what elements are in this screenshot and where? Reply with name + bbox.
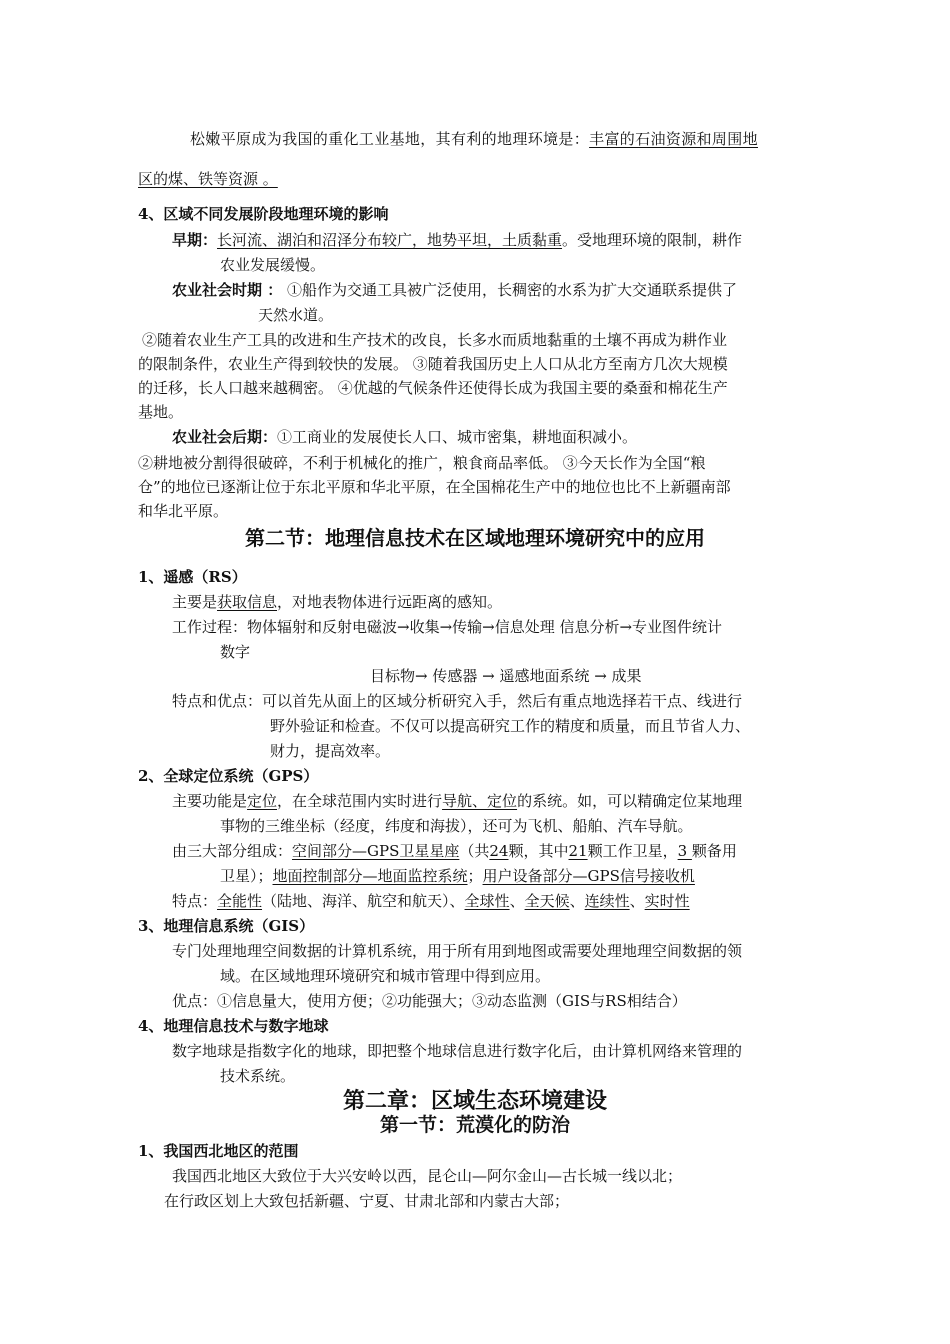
gps-func-line-2: 事物的三维坐标（经度，纬度和海拔），还可为飞机、船舶、汽车导航。 (220, 817, 693, 835)
agri-line-1 (0, 279, 950, 301)
gps-comp-text-3: 颗，其中 (508, 842, 569, 860)
para2-line-1: ②随着农业生产工具的改进和生产技术的改良，长多水而质地黏重的土壤不再成为耕作业 (142, 331, 728, 349)
gps-comp-underlined-3: 21 (568, 842, 588, 860)
gps-traits-sep-2: 、 (569, 892, 585, 910)
gps-comp-text-5: 颗备用 (691, 842, 737, 860)
gps-comp-text-2: （共 (459, 842, 490, 860)
agri-line-2: 天然水道。 (258, 306, 334, 324)
gps-traits (0, 890, 950, 912)
early-line-2: 农业发展缓慢。 (220, 256, 326, 274)
gis-advantages: 优点：①信息量大，使用方便；②功能强大；③动态监测（GIS与RS相结合） (172, 992, 687, 1010)
rs-main-text: 主要是 (172, 593, 218, 611)
late-label: 农业社会后期： (172, 428, 278, 446)
late-line (0, 426, 950, 448)
early-underlined: 长河流、湖泊和沼泽分布较广，地势平坦，土质黏重 (217, 231, 563, 249)
gps-traits-label: 特点： (172, 892, 218, 910)
de-line-2: 技术系统。 (220, 1067, 296, 1085)
gps-comp-underlined-2: 24 (489, 842, 509, 860)
rs-work-line-2: 数字 (220, 643, 251, 661)
gps-func-underlined-2: 导航、定位 (442, 792, 518, 810)
rs-main-underlined: 获取信息 (217, 593, 278, 611)
gps-trait-2: 全球性 (464, 892, 510, 910)
rs-flow: 目标物→ 传感器 → 遥感地面系统 → 成果 (370, 667, 642, 685)
section-2-title: 第二节：地理信息技术在区域地理环境研究中的应用 (245, 526, 705, 550)
northwest-line-1: 我国西北地区大致位于大兴安岭以西，昆仑山—阿尔金山—古长城一线以北； (172, 1167, 683, 1185)
late-text: ①工商业的发展使长人口、城市密集，耕地面积减小。 (277, 428, 638, 446)
para2-line-3: 的迁移，长人口越来越稠密。 ④优越的气候条件还使得长成为我国主要的桑蚕和棉花生产 (138, 379, 728, 397)
gps-func-underlined-1: 定位 (247, 792, 278, 810)
early-text: 。受地理环境的限制，耕作 (562, 231, 743, 249)
gps-comp-text-4: 颗工作卫星， (587, 842, 678, 860)
gps-func-text: 主要功能是 (172, 792, 248, 810)
agri-text: ①船作为交通工具被广泛使用，长稠密的水系为扩大交通联系提供了 (282, 281, 738, 299)
gps-func-text-2: ，在全球范围内实时进行 (277, 792, 443, 810)
gps-comp-line-1 (0, 840, 950, 862)
gps-traits-sep-3: 、 (629, 892, 645, 910)
gps-traits-text: （陆地、海洋、航空和航天）、 (262, 892, 465, 910)
para2-line-4: 基地。 (138, 403, 184, 421)
intro-line-1 (0, 128, 950, 150)
intro-line-2 (0, 168, 950, 190)
heading-4: 4、区域不同发展阶段地理环境的影响 (138, 205, 389, 223)
heading-rs: 1、遥感（RS） (138, 568, 247, 586)
gps-func-line-1 (0, 790, 950, 812)
agri-label: 农业社会时期 ： (172, 281, 283, 299)
intro-period: 。 (258, 170, 278, 188)
northwest-line-2: 在行政区划上大致包括新疆、宁夏、甘肃北部和内蒙古大部； (164, 1192, 570, 1210)
heading-gis: 3、地理信息系统（GIS） (138, 917, 315, 935)
heading-digital-earth: 4、地理信息技术与数字地球 (138, 1017, 329, 1035)
gps-comp-text: 由三大部分组成： (172, 842, 293, 860)
gps-comp2-text-2: ； (467, 867, 483, 885)
rs-main-text-2: ，对地表物体进行远距离的感知。 (277, 593, 503, 611)
para3-line-3: 和华北平原。 (138, 502, 229, 520)
rs-feat-line-2: 野外验证和检查。不仅可以提高研究工作的精度和质量，而且节省人力、 (270, 717, 751, 735)
gps-trait-5: 实时性 (644, 892, 690, 910)
intro-underlined-answer: 丰富的石油资源和周围地 (589, 130, 758, 148)
early-line-1 (0, 229, 950, 251)
rs-main (0, 591, 950, 613)
gis-desc-line-1: 专门处理地理空间数据的计算机系统，用于所有用到地图或需要处理地理空间数据的领 (172, 942, 743, 960)
early-label: 早期： (172, 231, 218, 249)
heading-northwest-range: 1、我国西北地区的范围 (138, 1142, 299, 1160)
gps-comp2-underlined-2: 用户设备部分—GPS信号接收机 (482, 867, 695, 885)
para2-line-2: 的限制条件，农业生产得到较快的发展。 ③随着我国历史上人口从北方至南方几次大规模 (138, 355, 728, 373)
para3-line-1: ②耕地被分割得很破碎，不利于机械化的推广，粮食商品率低。 ③今天长作为全国“粮 (138, 454, 706, 472)
gis-desc-line-2: 域。在区域地理环境研究和城市管理中得到应用。 (220, 967, 551, 985)
heading-gps: 2、全球定位系统（GPS） (138, 767, 319, 785)
gps-traits-sep-1: 、 (509, 892, 525, 910)
gps-func-text-3: 的系统。如，可以精确定位某地理 (517, 792, 743, 810)
rs-feat-line-1: 特点和优点：可以首先从面上的区域分析研究入手，然后有重点地选择若干点、线进行 (172, 692, 743, 710)
rs-feat-line-3: 财力，提高效率。 (270, 742, 391, 760)
gps-trait-1: 全能性 (217, 892, 263, 910)
para3-line-2: 仓”的地位已逐渐让位于东北平原和华北平原，在全国棉花生产中的地位也比不上新疆南部 (138, 478, 731, 496)
gps-comp-line-2 (0, 865, 950, 887)
intro-underlined-answer-cont: 区的煤、铁等资源 (138, 170, 259, 188)
intro-text: 松嫩平原成为我国的重化工业基地，其有利的地理环境是： (190, 130, 590, 148)
rs-work-line-1: 工作过程：物体辐射和反射电磁波→收集→传输→信息处理 信息分析→专业图件统计 (172, 618, 723, 636)
gps-comp2-text: 卫星）； (220, 867, 273, 885)
gps-trait-4: 连续性 (584, 892, 630, 910)
gps-comp-underlined-1: 空间部分—GPS卫星星座 (292, 842, 460, 860)
chapter-2-section-1-title: 第一节：荒漠化的防治 (379, 1114, 570, 1136)
chapter-2-title: 第二章：区域生态环境建设 (342, 1088, 607, 1114)
gps-comp-underlined-4: 3 (677, 842, 692, 860)
gps-trait-3: 全天候 (524, 892, 570, 910)
gps-comp2-underlined-1: 地面控制部分—地面监控系统 (272, 867, 468, 885)
de-line-1: 数字地球是指数字化的地球，即把整个地球信息进行数字化后，由计算机网络来管理的 (172, 1042, 743, 1060)
